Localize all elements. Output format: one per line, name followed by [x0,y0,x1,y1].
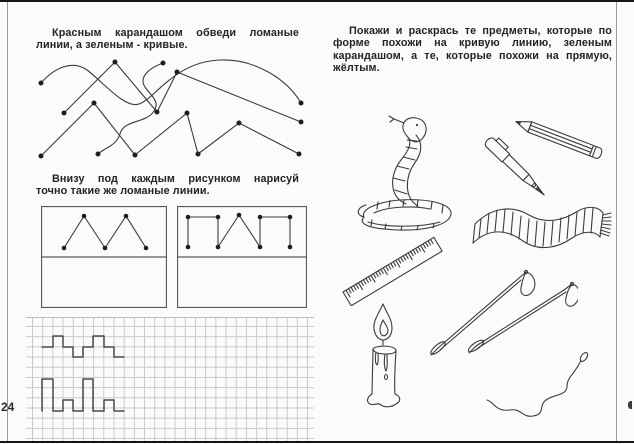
cobra-coil-stripes [371,200,443,230]
fountain-pen-illustration [483,124,573,206]
candle-flame-inner [380,320,388,336]
instruction-line: жёлтым. [333,62,380,75]
cobra-snake-illustration [348,114,460,240]
ruler-ticks [346,240,434,297]
tangled-lines-figure [27,57,317,173]
instruction-color-objects [333,25,612,75]
copy-box-2 [177,206,307,308]
pen-barrel [503,155,530,181]
burning-candle-illustration [366,302,404,412]
instruction-line: линии, а зеленым - кривые. [36,39,188,52]
ski-pole-1-strap-loop [521,272,535,295]
ski-pole-2-shaft [476,290,566,348]
cobra-tongue [389,116,404,123]
left-page-edge-line [7,2,8,441]
pen-body-group [484,133,551,198]
candle-base-splat [368,394,400,407]
ski-pole-1-shaft [438,278,521,350]
page-top-border [0,0,634,2]
scarf-stripes [479,208,593,246]
instruction-copy-patterns [36,173,299,198]
cobra-coil-band-line [368,222,440,226]
scarf-fringe [600,213,611,236]
candle-wax-drop [385,375,388,380]
page-number-right-partial [628,401,632,409]
cobra-eye [416,124,418,126]
instruction-line: точно такие же ломаные линии. [36,185,210,198]
rope-cord [487,364,579,416]
scarf-bottom-edge [473,232,600,248]
curved-rope-illustration [486,350,608,442]
pen-clip [496,138,508,150]
grid-paper [26,317,314,441]
grid-step-patterns [26,318,314,441]
instruction-line: Покажи и раскрась те предметы, которые по [349,25,612,37]
instruction-line: форме похожи на кривую линию, зеленым [333,37,612,50]
wavy-scarf-illustration [472,202,612,266]
cobra-hood [403,118,426,142]
candle-flame [374,304,392,340]
cobra-coil [362,200,451,230]
copy-box-1 [41,206,167,308]
instruction-line: Внизу под каждым рисунком нарисуй [52,173,299,185]
instruction-line: Красным карандашом обведи ломаные [52,27,299,39]
right-page-edge-line [616,2,617,441]
scarf-left-end [473,224,475,243]
pencil-eraser [589,145,603,159]
pen-section [523,174,536,187]
cobra-coil-inner [374,207,430,213]
candle-top-lip [373,346,396,354]
instruction-line: карандашом, а те, которые похожи на прямую, [333,49,612,62]
candle-wax-drips [375,352,387,371]
instruction-trace-lines [36,27,299,52]
page-number-left: 24 [1,400,15,414]
